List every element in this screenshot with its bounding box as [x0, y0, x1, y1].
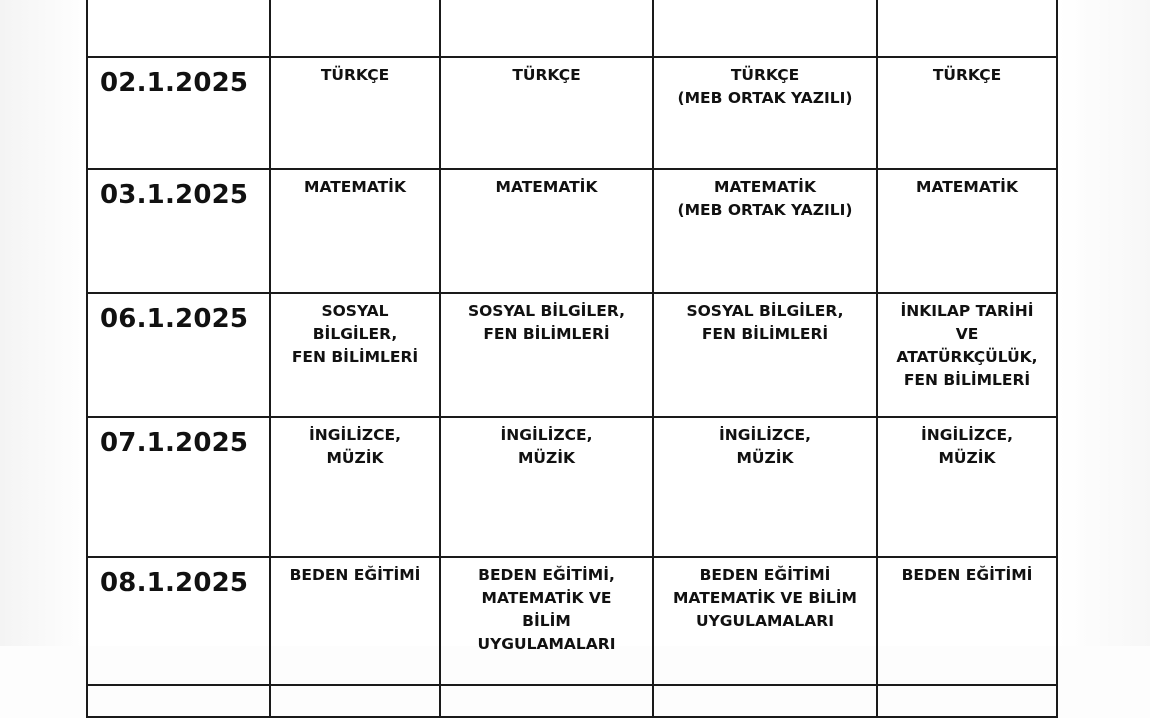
exam-cell: TÜRKÇE [877, 57, 1057, 169]
date-cell: 02.1.2025 [87, 57, 270, 169]
exam-cell: MATEMATİK [440, 169, 653, 293]
exam-schedule-table [86, 0, 1058, 718]
exam-cell: MATEMATİK [270, 169, 440, 293]
header-cell-date [87, 0, 270, 57]
exam-cell: MATEMATİK (MEB ORTAK YAZILI) [653, 169, 877, 293]
exam-cell: MATEMATİK [877, 169, 1057, 293]
table-row [87, 293, 1057, 417]
empty-cell [877, 685, 1057, 717]
date-cell: 07.1.2025 [87, 417, 270, 557]
header-cell [653, 0, 877, 57]
empty-cell [440, 685, 653, 717]
table-row [87, 685, 1057, 717]
exam-cell: BEDEN EĞİTİMİ [270, 557, 440, 685]
header-cell [877, 0, 1057, 57]
table-row [87, 557, 1057, 685]
table-row [87, 57, 1057, 169]
exam-cell: SOSYAL BİLGİLER, FEN BİLİMLERİ [440, 293, 653, 417]
date-cell: 03.1.2025 [87, 169, 270, 293]
exam-cell: BEDEN EĞİTİMİ MATEMATİK VE BİLİM UYGULAMALARI [653, 557, 877, 685]
empty-cell [653, 685, 877, 717]
exam-cell: TÜRKÇE [440, 57, 653, 169]
table-row [87, 169, 1057, 293]
date-cell: 08.1.2025 [87, 557, 270, 685]
exam-cell: TÜRKÇE [270, 57, 440, 169]
table-row [87, 417, 1057, 557]
exam-cell: İNGİLİZCE, MÜZİK [877, 417, 1057, 557]
exam-cell: BEDEN EĞİTİMİ [877, 557, 1057, 685]
date-cell: 06.1.2025 [87, 293, 270, 417]
exam-cell: SOSYAL BİLGİLER, FEN BİLİMLERİ [270, 293, 440, 417]
empty-cell [270, 685, 440, 717]
empty-cell [87, 685, 270, 717]
exam-cell: İNGİLİZCE, MÜZİK [653, 417, 877, 557]
header-cell [440, 0, 653, 57]
exam-cell: İNKILAP TARİHİ VE ATATÜRKÇÜLÜK, FEN BİLİMLERİ [877, 293, 1057, 417]
exam-cell: TÜRKÇE (MEB ORTAK YAZILI) [653, 57, 877, 169]
header-cell [270, 0, 440, 57]
table-row [87, 0, 1057, 57]
exam-cell: İNGİLİZCE, MÜZİK [270, 417, 440, 557]
exam-cell: BEDEN EĞİTİMİ, MATEMATİK VE BİLİM UYGULAMALARI [440, 557, 653, 685]
exam-cell: İNGİLİZCE, MÜZİK [440, 417, 653, 557]
exam-cell: SOSYAL BİLGİLER, FEN BİLİMLERİ [653, 293, 877, 417]
